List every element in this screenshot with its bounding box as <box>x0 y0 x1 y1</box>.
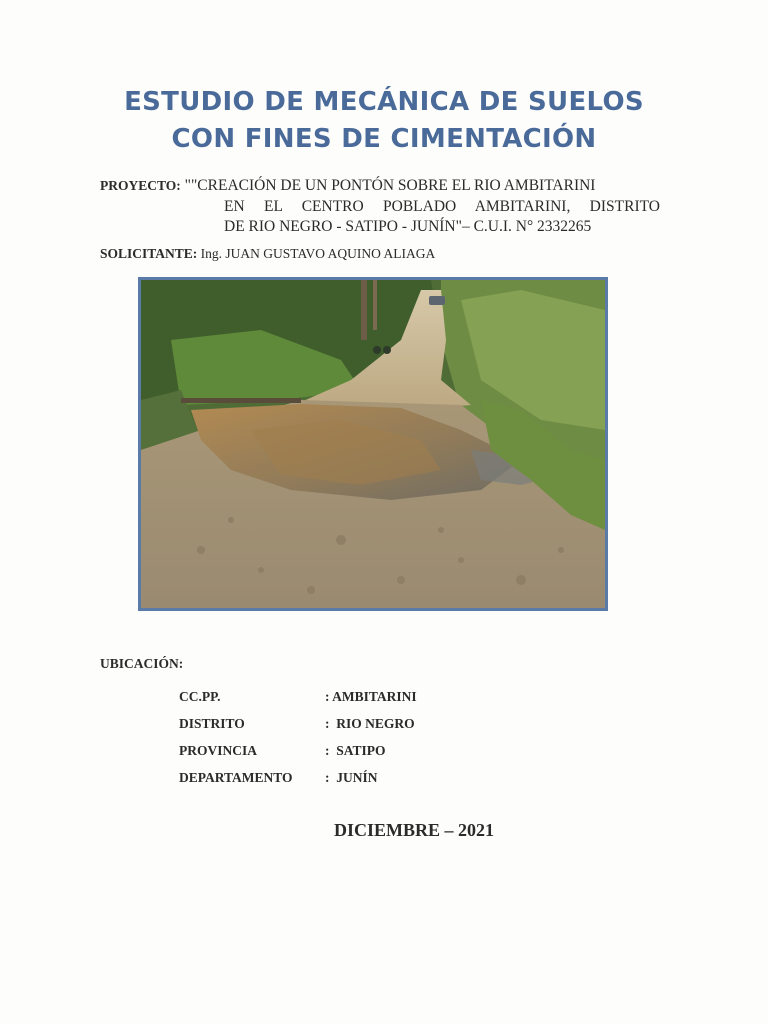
applicant-label: SOLICITANTE: <box>100 246 198 261</box>
project-line-1 <box>100 176 660 197</box>
river-crossing-photo <box>141 280 605 608</box>
location-key: DEPARTAMENTO <box>179 769 293 785</box>
location-value: : SATIPO <box>325 742 386 758</box>
location-value: : RIO NEGRO <box>325 715 415 731</box>
document-title <box>0 84 768 158</box>
location-row-departamento <box>179 764 417 791</box>
location-key: DISTRITO <box>179 715 245 731</box>
project-text-1: ""CREACIÓN DE UN PONTÓN SOBRE EL RIO AMBITARINI <box>180 177 596 194</box>
location-key: PROVINCIA <box>179 742 258 758</box>
location-heading: UBICACIÓN: <box>100 656 184 671</box>
site-photo <box>138 277 608 611</box>
applicant-value: Ing. JUAN GUSTAVO AQUINO ALIAGA <box>197 246 436 261</box>
document-date: DICIEMBRE – 2021 <box>333 820 494 840</box>
location-key: CC.PP. <box>179 688 221 704</box>
location-value: : JUNÍN <box>325 769 378 785</box>
location-row-provincia <box>179 737 417 764</box>
applicant-line <box>100 246 435 262</box>
location-value: : AMBITARINI <box>325 688 417 704</box>
project-line-3: DE RIO NEGRO - SATIPO - JUNÍN"– C.U.I. N° 2332265 <box>224 218 592 235</box>
title-line-2: CON FINES DE CIMENTACIÓN <box>171 124 597 154</box>
location-row-distrito <box>179 710 417 737</box>
location-row-ccpp <box>179 683 417 710</box>
project-label: PROYECTO: <box>100 178 181 193</box>
title-line-1: ESTUDIO DE MECÁNICA DE SUELOS <box>124 87 644 117</box>
project-line-2: EN EL CENTRO POBLADO AMBITARINI, DISTRITO <box>224 197 660 215</box>
location-table <box>179 683 417 791</box>
project-block <box>100 176 660 238</box>
